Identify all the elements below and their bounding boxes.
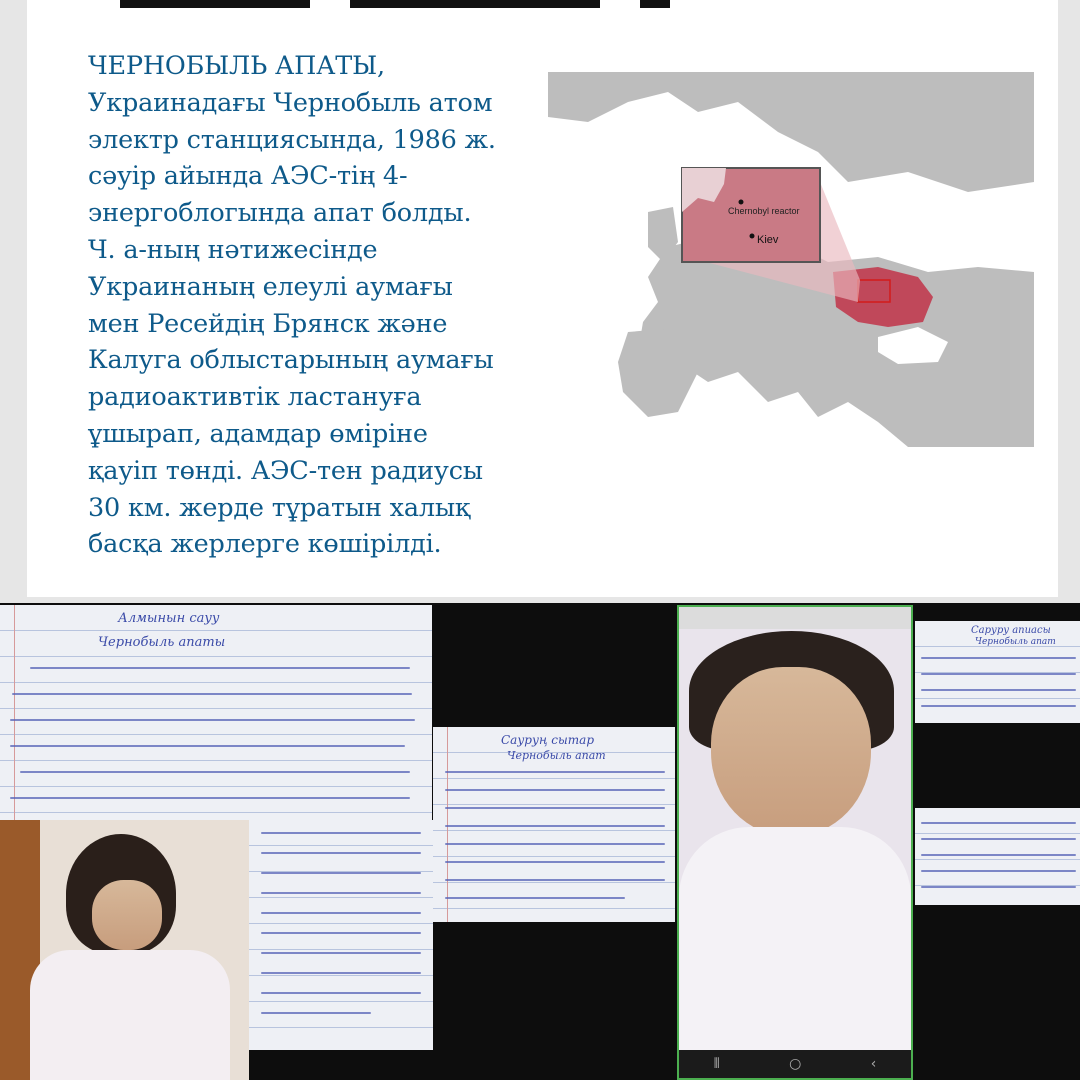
text-line: Украинаның елеулі аумағы <box>88 271 453 302</box>
handwriting-line <box>261 932 421 934</box>
kiev-label: Kiev <box>757 234 779 246</box>
notebook-photo-1 <box>0 605 432 820</box>
handwriting-line <box>445 825 665 827</box>
text-line: электр станциясында, 1986 ж. <box>88 124 496 155</box>
notebook-photo-2 <box>249 820 433 1050</box>
handwriting-line <box>12 693 412 695</box>
text-line: сәуір айында АЭС-тің 4- <box>88 161 408 192</box>
text-line: ұшырап, адамдар өміріне <box>88 418 428 449</box>
handwriting-line <box>445 789 665 791</box>
handwriting-line <box>921 822 1076 824</box>
handwriting-line <box>921 689 1076 691</box>
handwriting-line <box>921 886 1076 888</box>
text-line: мен Ресейдің Брянск және <box>88 308 448 339</box>
handwriting-line <box>10 719 415 721</box>
notebook-photo-3 <box>433 727 675 922</box>
handwriting-line <box>445 807 665 809</box>
text-line: басқа жерлерге көшірілді. <box>88 529 442 560</box>
handwriting-line <box>921 870 1076 872</box>
notebook-subheading: Чернобыль апат <box>507 749 606 762</box>
handwriting-line <box>261 852 421 854</box>
notebook-subheading: Чернобыль апаты <box>98 635 226 650</box>
handwriting-line <box>261 972 421 974</box>
reactor-label: Chernobyl reactor <box>728 206 800 216</box>
handwriting-line <box>921 657 1076 659</box>
notebook-heading: Алмынын сауу <box>118 611 220 626</box>
student-writing-photo <box>0 820 249 1080</box>
handwriting-line <box>445 771 665 773</box>
handwriting-line <box>261 912 421 914</box>
photo-collage <box>0 603 1080 1080</box>
handwriting-line <box>921 673 1076 675</box>
home-icon[interactable]: ○ <box>789 1056 802 1072</box>
handwriting-line <box>445 843 665 845</box>
handwriting-line <box>261 892 421 894</box>
handwriting-line <box>445 879 665 881</box>
text-line: Украинадағы Чернобыль атом <box>88 87 493 118</box>
handwriting-line <box>10 745 405 747</box>
slide-body-text <box>88 48 558 563</box>
android-nav-bar <box>679 1050 911 1078</box>
video-top-bar <box>679 607 911 629</box>
handwriting-line <box>30 667 410 669</box>
face <box>92 880 162 950</box>
notebook-heading: Саруру апиасы <box>971 625 1051 636</box>
handwriting-line <box>261 832 421 834</box>
text-line: 30 км. жерде тұратын халық <box>88 492 471 523</box>
notebook-heading: Сауруң сытар <box>501 733 595 747</box>
text-line: радиоактивтік ластануға <box>88 382 422 413</box>
text-line: ЧЕРНОБЫЛЬ АПАТЫ, <box>88 51 385 81</box>
cut-off-title <box>120 0 720 4</box>
white-shirt <box>30 950 230 1080</box>
text-line: Калуга облыстарының аумағы <box>88 345 494 376</box>
white-shirt <box>679 827 911 1057</box>
notebook-photo-4 <box>915 621 1080 723</box>
handwriting-line <box>921 838 1076 840</box>
back-icon[interactable]: ‹ <box>870 1056 877 1072</box>
handwriting-line <box>261 872 421 874</box>
handwriting-line <box>445 897 625 899</box>
reactor-dot <box>739 200 744 205</box>
handwriting-line <box>261 1012 371 1014</box>
handwriting-line <box>261 992 421 994</box>
europe-map <box>548 72 1034 447</box>
handwriting-line <box>445 861 665 863</box>
text-line: қауіп төнді. АЭС-тен радиусы <box>88 455 483 486</box>
handwriting-line <box>10 797 410 799</box>
handwriting-line <box>921 705 1076 707</box>
handwriting-line <box>20 771 410 773</box>
text-line: Ч. а-ның нәтижесінде <box>88 234 378 265</box>
text-line: энергоблогында апат болды. <box>88 198 472 229</box>
notebook-subheading: Чернобыль апат <box>975 637 1056 647</box>
handwriting-line <box>261 952 421 954</box>
menu-icon[interactable]: ⦀ <box>713 1056 720 1072</box>
handwriting-line <box>921 854 1076 856</box>
notebook-photo-5 <box>915 808 1080 905</box>
student-portrait-photo <box>677 605 913 1080</box>
kiev-dot <box>750 234 755 239</box>
face <box>711 667 871 837</box>
